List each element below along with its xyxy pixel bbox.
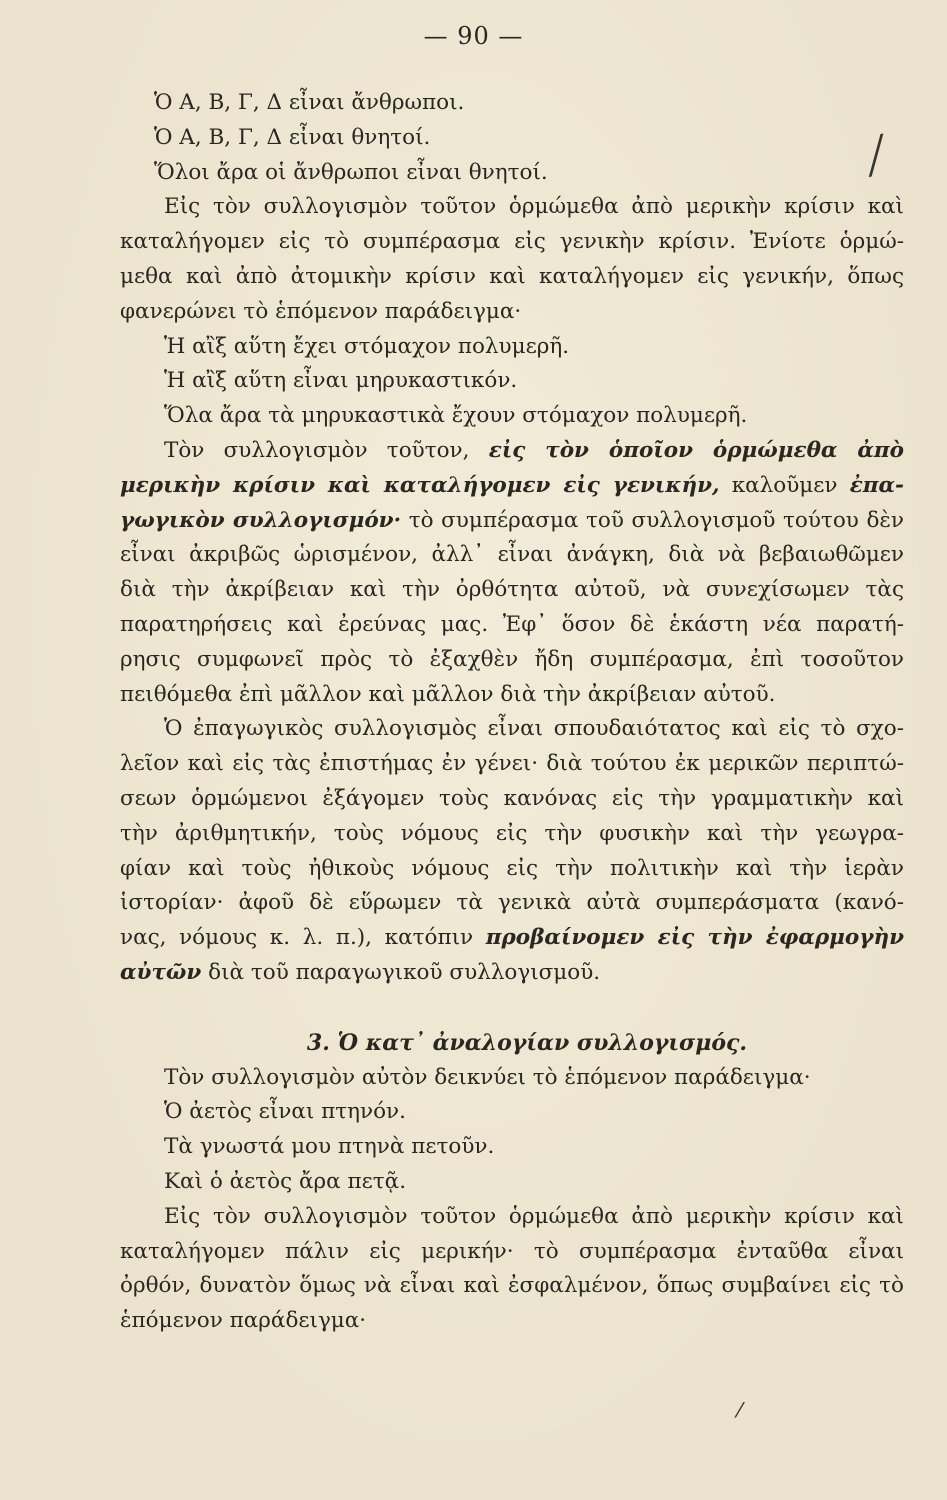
section-heading: 3. Ὁ κατ᾽ ἀναλογίαν συλλογισμός. <box>306 1029 748 1056</box>
text-line <box>120 434 904 469</box>
text-line: Ὁ Α, Β, Γ, Δ εἶναι θνητοί. <box>154 124 431 150</box>
text-line <box>120 469 904 504</box>
text-line: φίαν καὶ τοὺς ἠθικοὺς νόμους εἰς τὴν πολιτικὴν καὶ τὴν ἱερὰν <box>120 855 904 881</box>
emphasis-text: προβαίνομεν εἰς τὴν ἐφαρμογὴν <box>485 925 904 951</box>
text-line: Ὅλα ἄρα τὰ μηρυκαστικὰ ἔχουν στόμαχον πολυμερῆ. <box>164 403 748 429</box>
text-line: καταλήγομεν εἰς τὸ συμπέρασμα εἰς γενικὴν κρίσιν. Ἐνίοτε ὁρμώ- <box>120 229 904 255</box>
pencil-mark: ╱ <box>862 134 891 178</box>
text-line: λεῖον καὶ εἰς τὰς ἐπιστήμας ἐν γένει· διὰ τούτου ἐκ μερικῶν περιπτώ- <box>120 751 904 777</box>
text-run: νας, νόμους κ. λ. π.), κατόπιν <box>120 925 474 951</box>
page-number: — 90 — <box>423 22 524 50</box>
text-run: καλοῦμεν <box>731 472 838 498</box>
body-text <box>120 86 904 1339</box>
text-line: Ἡ αἲξ αὕτη ἔχει στόμαχον πολυμερῆ. <box>164 333 570 359</box>
emphasis-text: εἰς τὸν ὁποῖον ὁρμώμεθα ἀπὸ <box>488 437 905 463</box>
text-line: Ὅλοι ἄρα οἱ ἄνθρωποι εἶναι θνητοί. <box>154 159 548 185</box>
text-line: σεων ὁρμώμενοι ἐξάγομεν τοὺς κανόνας εἰς τὴν γραμματικὴν καὶ <box>120 785 904 811</box>
text-line: Εἰς τὸν συλλογισμὸν τοῦτον ὁρμώμεθα ἀπὸ μερικὴν κρίσιν καὶ <box>164 194 904 220</box>
text-line: Τὸν συλλογισμὸν αὐτὸν δεικνύει τὸ ἑπόμενον παράδειγμα· <box>164 1064 811 1090</box>
text-line: ὀρθόν, δυνατὸν ὅμως νὰ εἶναι καὶ ἐσφαλμένον, ὅπως συμβαίνει εἰς τὸ <box>120 1273 904 1299</box>
emphasis-text: ἐπα- <box>849 472 904 498</box>
text-line: ἱστορίαν· ἀφοῦ δὲ εὕρωμεν τὰ γενικὰ αὐτὰ συμπεράσματα (κανό- <box>120 890 904 916</box>
text-run: διὰ τοῦ παραγωγικοῦ συλλογισμοῦ. <box>208 959 601 985</box>
text-line: ἑπόμενον παράδειγμα· <box>120 1308 367 1334</box>
text-line: Ὁ Α, Β, Γ, Δ εἶναι ἄνθρωποι. <box>154 90 465 115</box>
text-line <box>120 956 904 991</box>
emphasis-text: αὐτῶν <box>120 959 202 985</box>
emphasis-text: μερικὴν κρίσιν καὶ καταλήγομεν εἰς γενικήν, <box>120 472 720 498</box>
pencil-mark: ⁄ <box>738 1398 742 1422</box>
text-line: Τὰ γνωστά μου πτηνὰ πετοῦν. <box>164 1134 495 1160</box>
text-line: μεθα καὶ ἀπὸ ἀτομικὴν κρίσιν καὶ καταλήγομεν εἰς γενικήν, ὅπως <box>120 263 904 289</box>
text-line: Ὁ ἀετὸς εἶναι πτηνόν. <box>164 1099 406 1125</box>
text-line: πειθόμεθα ἐπὶ μᾶλλον καὶ μᾶλλον διὰ τὴν ἀκρίβειαν αὐτοῦ. <box>120 681 776 707</box>
text-line: Ὁ ἐπαγωγικὸς συλλογισμὸς εἶναι σπουδαιότατος καὶ εἰς τὸ σχο- <box>164 716 904 742</box>
text-line: Καὶ ὁ ἀετὸς ἄρα πετᾷ. <box>164 1168 407 1194</box>
text-line: τὴν ἀριθμητικήν, τοὺς νόμους εἰς τὴν φυσικὴν καὶ τὴν γεωγρα- <box>120 820 904 846</box>
text-line: εἶναι ἀκριβῶς ὡρισμένον, ἀλλ᾽ εἶναι ἀνάγκη, διὰ νὰ βεβαιωθῶμεν <box>120 542 904 568</box>
text-run: Τὸν συλλογισμὸν τοῦτον, <box>164 437 470 463</box>
text-line: καταλήγομεν πάλιν εἰς μερικήν· τὸ συμπέρασμα ἐνταῦθα εἶναι <box>120 1238 904 1264</box>
text-line: Εἰς τὸν συλλογισμὸν τοῦτον ὁρμώμεθα ἀπὸ μερικὴν κρίσιν καὶ <box>164 1203 904 1229</box>
text-line <box>120 504 904 539</box>
text-line: ρησις συμφωνεῖ πρὸς τὸ ἐξαχθὲν ἤδη συμπέρασμα, ἐπὶ τοσοῦτον <box>120 646 904 672</box>
text-line: διὰ τὴν ἀκρίβειαν καὶ τὴν ὀρθότητα αὐτοῦ, νὰ συνεχίσωμεν τὰς <box>120 577 904 603</box>
text-line: φανερώνει τὸ ἑπόμενον παράδειγμα· <box>120 298 522 324</box>
emphasis-text: γωγικὸν συλλογισμόν· <box>120 507 402 533</box>
text-line: παρατηρήσεις καὶ ἐρεύνας μας. Ἐφ᾽ ὅσον δὲ ἑκάστη νέα παρατή- <box>120 611 904 637</box>
text-run: τὸ συμπέρασμα τοῦ συλλογισμοῦ τούτου δὲν <box>408 507 904 533</box>
text-line <box>120 921 904 956</box>
text-line: Ἡ αἲξ αὕτη εἶναι μηρυκαστικόν. <box>164 368 518 394</box>
